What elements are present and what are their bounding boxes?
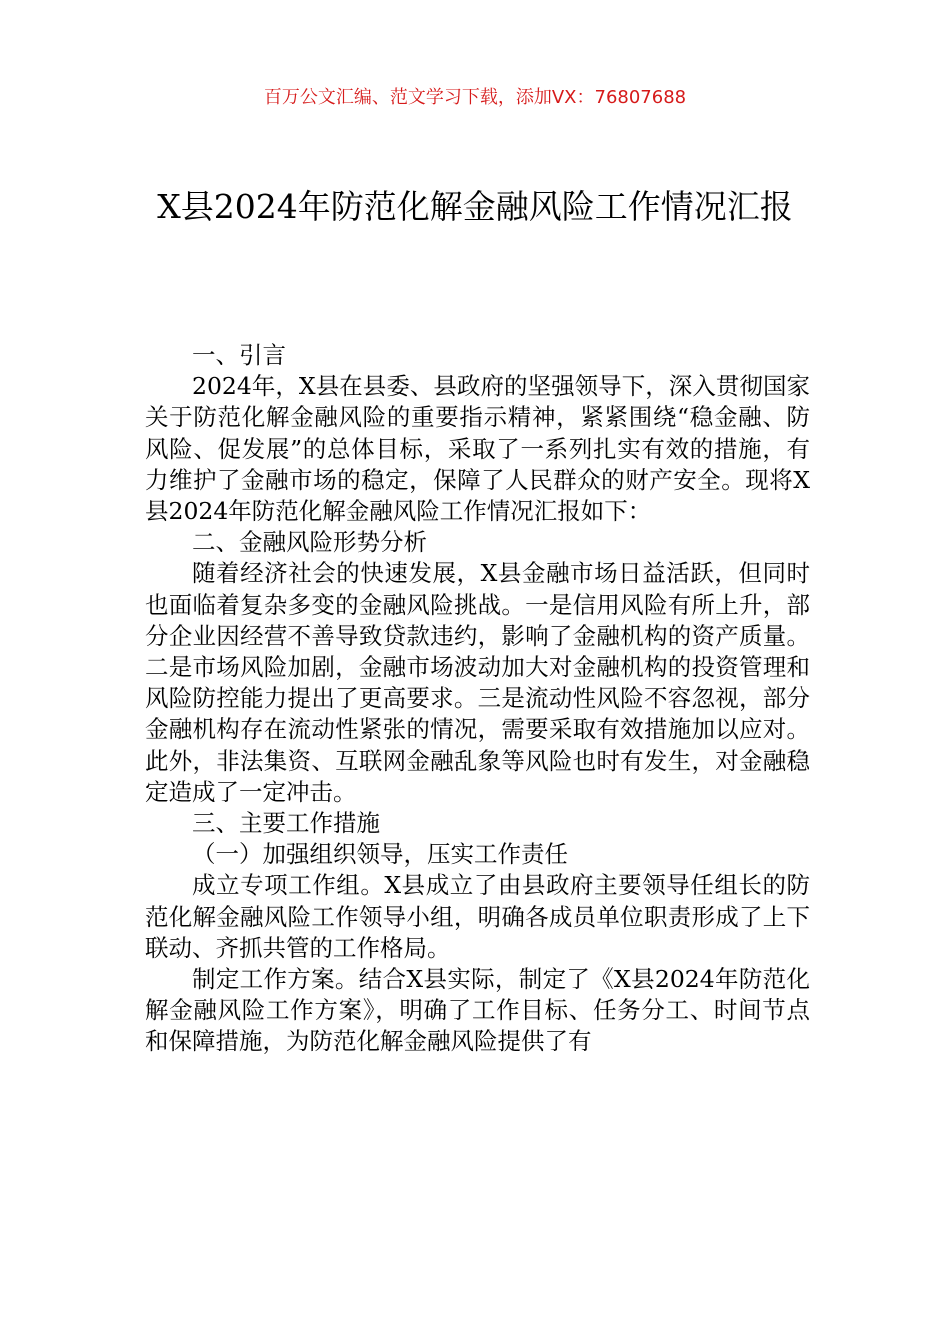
section-heading: 二、金融风险形势分析 [192, 528, 427, 557]
section-heading: 三、主要工作措施 [192, 809, 380, 838]
paragraph: 2024年，X县在县委、县政府的坚强领导下，深入贯彻国家关于防范化解金融风险的重要指示精神，紧紧围绕“稳金融、防风险、促发展”的总体目标，采取了一系列扎实有效的措施，有力维护了金融市场的稳定，保障了人民群众的财产安全。现将X县2024年防范化解金融风险工作情况汇报如下： [145, 372, 810, 526]
document-body [145, 340, 810, 1058]
paragraph: 随着经济社会的快速发展，X县金融市场日益活跃，但同时也面临着复杂多变的金融风险挑战。一是信用风险有所上升，部分企业因经营不善导致贷款违约，影响了金融机构的资产质量。二是市场风险加剧，金融市场波动加大对金融机构的投资管理和风险防控能力提出了更高要求。三是流动性风险不容忽视，部分金融机构存在流动性紧张的情况，需要采取有效措施加以应对。此外，非法集资、互联网金融乱象等风险也时有发生，对金融稳定造成了一定冲击。 [145, 559, 810, 806]
promo-banner: 百万公文汇编、范文学习下载，添加VX：76807688 [263, 87, 687, 108]
document-title: X县2024年防范化解金融风险工作情况汇报 [157, 187, 793, 226]
paragraph: 成立专项工作组。X县成立了由县政府主要领导任组长的防范化解金融风险工作领导小组，明确各成员单位职责形成了上下联动、齐抓共管的工作格局。 [145, 871, 810, 962]
paragraph: 制定工作方案。结合X县实际，制定了《X县2024年防范化解金融风险工作方案》，明确了工作目标、任务分工、时间节点和保障措施，为防范化解金融风险提供了有 [145, 965, 810, 1056]
section-heading: 一、引言 [192, 341, 286, 369]
subsection-heading: （一）加强组织领导，压实工作责任 [192, 840, 568, 869]
